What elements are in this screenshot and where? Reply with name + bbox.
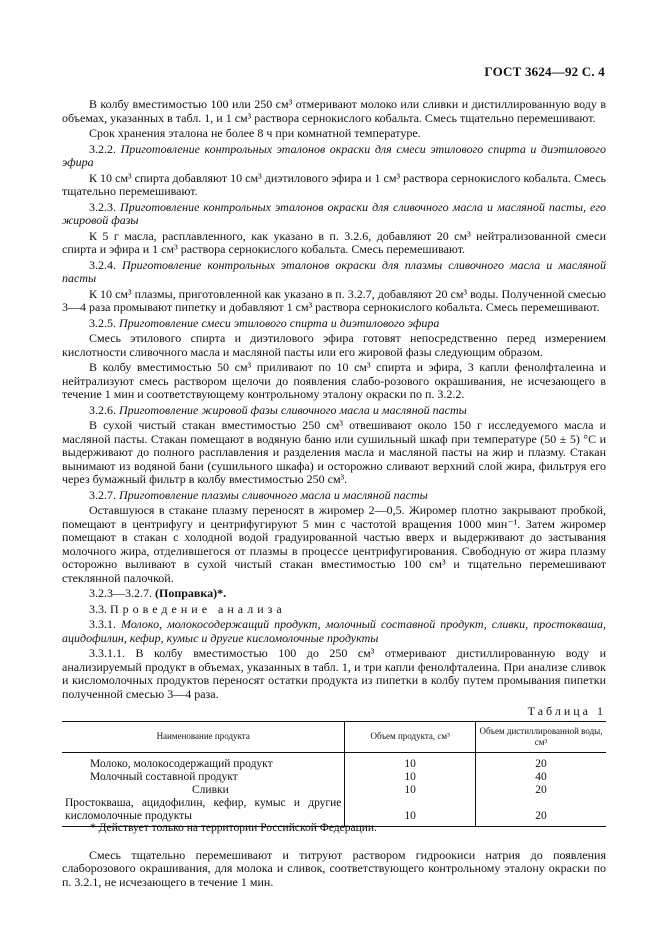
paragraph-italic: Приготовление контрольных эталонов окраски для сливочного масла и масляной пасты, его жировой фазы: [62, 199, 606, 227]
paragraph: [62, 288, 606, 315]
paragraph-text: К 5 г масла, расплавленного, как указано в п. 3.2.6, добавляют 20 см³ нейтрализованной смеси спирта и эфира и 1 см³ раствора сернокислого кобальта. Смесь перемешивают.: [62, 228, 606, 256]
paragraph-italic: Приготовление смеси этилового спирта и диэтилового эфира: [119, 315, 440, 330]
row-water: 20: [475, 752, 606, 771]
row-name: Сливки: [192, 783, 229, 796]
paragraph: [62, 404, 606, 418]
clause-number: 3.2.7.: [89, 487, 119, 502]
clause-number: 3.3.1.: [89, 617, 122, 631]
paragraph: [62, 332, 606, 359]
clause-number: 3.2.6.: [89, 402, 119, 417]
paragraph-text: В сухой чистый стакан вместимостью 250 см³ отвешивают около 150 г исследуемого масла и масляной пасты. Стакан помещают в водяную баню или сушильный шкаф при температуре (50 ± 5) °С и выдерживают до полного расплавления и разделения масла и масляной пасты на жир и плазму. Стакан вынимают из водяной бани (сушильного шкафа) и осторожно сливают верхний слой жира, фильтруя его через бумажный фильтр в колбу вместимостью 250 см³.: [62, 418, 606, 486]
paragraph: [62, 419, 606, 487]
paragraph: [62, 172, 606, 199]
row-water: 40: [475, 771, 606, 784]
paragraph-italic: Молоко, молокосодержащий продукт, молочный составной продукт, сливки, простокваша, ацидофилин, кефир, кумыс и другие кисломолочные продукты: [62, 617, 606, 645]
document-body: [62, 98, 606, 891]
paragraph: [62, 618, 606, 645]
paragraph: [62, 587, 606, 601]
paragraph-text: 3.3.1.1. В колбу вместимостью 100 до 250 см³ отмеривают дистиллированную воду и анализируемый продукт в объемах, указанных в табл. 1, и три капли фенолфталеина. При анализе сливок и кисломолочных продуктов переносят остатки продукта из пипетки в колбу путем промывания пипетки полученной смесью 3—4 раза.: [62, 646, 606, 701]
paragraph: [62, 230, 606, 257]
row-name: Молоко, молокосодержащий продукт: [90, 757, 273, 770]
paragraph-text: К 10 см³ спирта добавляют 10 см³ диэтилового эфира и 1 см³ раствора сернокислого кобальта. Смесь тщательно перемешивают.: [62, 170, 606, 198]
paragraph: [62, 317, 606, 331]
col-header-name: Наименование продукта: [62, 721, 345, 752]
paragraph-italic: Приготовление плазмы сливочного масла и масляной пасты: [119, 487, 428, 502]
after-table-paragraph: Смесь тщательно перемешивают и титруют раствором гидроокиси натрия до появления слаборозового окрашивания, для молока и сливок, соответствующего контрольному эталону окраски по п. 3.2.1, не исчезающего в течение 1 мин.: [62, 847, 606, 889]
table-caption: Таблица 1: [527, 704, 606, 718]
row-product: 10: [345, 752, 476, 771]
row-product: 10: [345, 797, 476, 827]
paragraph-text: Оставшуюся в стакане плазму переносят в жиромер 2—0,5. Жиромер плотно закрывают пробкой, помещают в центрифугу и центрифугируют 5 мин с частотой вращения 1000 мин⁻¹. Затем жиромер помещают в стакан с холодной водой градуированной частью вверх и выдерживают до застывания молочного жира, отделившегося от плазмы в процессе центрифугирования. Свободную от жира плазму осторожно выливают в сухой чистый стакан вместимостью 100 см³ и тщательно перемешивают стеклянной палочкой.: [62, 503, 606, 585]
paragraph: [62, 98, 606, 125]
paragraph: [62, 259, 606, 286]
col-header-product: Объем продукта, см³: [345, 721, 476, 752]
paragraph-text: В колбу вместимостью 100 или 250 см³ отмеривают молоко или сливки и дистиллированную воду в объемах, указанных в табл. 1, и 1 см³ раствора сернокислого кобальта. Смесь тщательно перемешивают.: [62, 97, 606, 125]
paragraph: [62, 504, 606, 585]
table-row: [62, 784, 606, 797]
table-row: [62, 752, 606, 771]
paragraph-italic: Приготовление жировой фазы сливочного масла и масляной пасты: [119, 402, 467, 417]
table-row: [62, 771, 606, 784]
row-name: Простокваша, ацидофилин, кефир, кумыс и другие кисломолочные продукты: [65, 796, 342, 822]
row-product: 10: [345, 784, 476, 797]
paragraph: [62, 201, 606, 228]
paragraph-italic: Приготовление контрольных эталонов окраски для смеси этилового спирта и диэтилового эфира: [62, 141, 606, 169]
paragraph-text: Смесь этилового спирта и диэтилового эфира готовят непосредственно перед измерением кислотности сливочного масла и масляной пасты или его жировой фазы следующим образом.: [62, 331, 606, 359]
paragraph: [62, 143, 606, 170]
paragraph-spaced: Проведение анализа: [110, 601, 286, 616]
row-name: Молочный составной продукт: [90, 770, 238, 783]
row-product: 10: [345, 771, 476, 784]
clause-number: 3.2.3.: [89, 199, 121, 214]
paragraph: [62, 489, 606, 503]
paragraph-text: В колбу вместимостью 50 см³ приливают по 10 см³ спирта и эфира, 3 капли фенолфталеина и нейтрализуют смесь раствором щелочи до появления слабо-розового окрашивания, не исчезающего в течение 1 мин и соответствующему контрольному эталону окраски по п. 3.2.2.: [62, 360, 606, 401]
table-1: [62, 721, 606, 827]
paragraph: [62, 647, 606, 701]
clause-number: 3.2.5.: [89, 315, 119, 330]
page-header: ГОСТ 3624—92 С. 4: [484, 64, 605, 79]
paragraph-bold: (Поправка)*.: [155, 586, 227, 600]
col-header-water: Объем дистиллированной воды, см³: [475, 721, 606, 752]
paragraph: [62, 361, 606, 402]
paragraph: [62, 603, 606, 617]
clause-number: 3.2.3—3.2.7.: [89, 586, 155, 600]
paragraph: [62, 127, 606, 141]
clause-number: 3.2.4.: [89, 257, 122, 272]
paragraph-text: Срок хранения эталона не более 8 ч при комнатной температуре.: [89, 126, 421, 140]
row-water: 20: [475, 784, 606, 797]
footnote: * Действует только на территории Российской Федерации.: [90, 822, 377, 834]
paragraphs: [62, 98, 606, 701]
row-water: 20: [475, 797, 606, 827]
paragraph-italic: Приготовление контрольных эталонов окраски для плазмы сливочного масла и масляной пасты: [62, 257, 607, 285]
clause-number: 3.3.: [89, 601, 110, 616]
paragraph-text: К 10 см³ плазмы, приготовленной как указано в п. 3.2.7, добавляют 20 см³ воды. Полученной смесью 3—4 раза промывают пипетку и добавляют 1 см³ раствора сернокислого кобальта. Смесь перемешивают.: [62, 286, 606, 314]
clause-number: 3.2.2.: [89, 141, 121, 156]
